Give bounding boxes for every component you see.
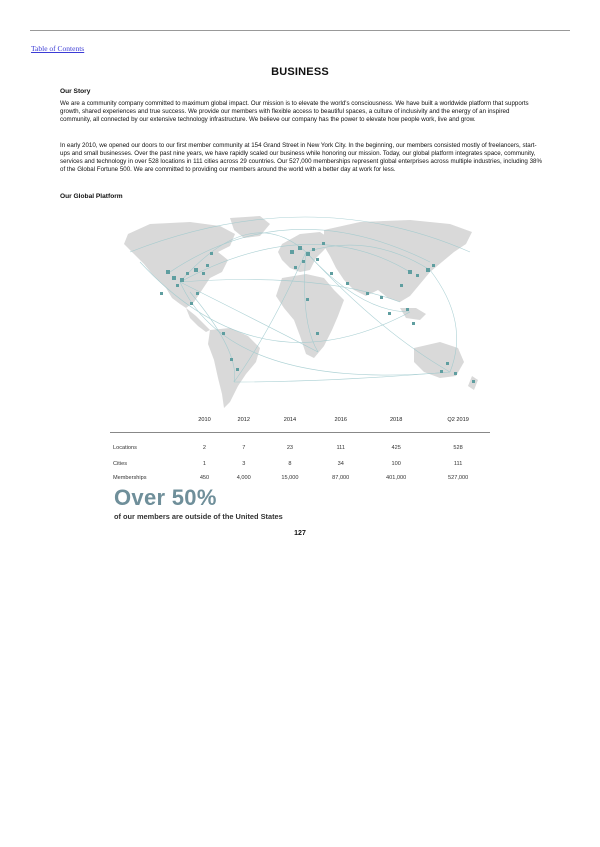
table-corner-cell — [110, 414, 186, 433]
table-row — [110, 457, 490, 471]
table-cell: 23 — [286, 445, 294, 451]
table-cell: 527,000 — [447, 475, 469, 481]
table-header-row — [110, 414, 490, 433]
row-label: Locations — [113, 445, 137, 451]
table-cell: 2 — [202, 445, 207, 451]
global-platform-map — [110, 212, 490, 412]
year-2010-header: 2010 — [198, 417, 211, 423]
year-2014-header: 2014 — [283, 417, 297, 423]
southeast-asia-islands — [400, 308, 426, 320]
table-row — [110, 433, 490, 458]
our-story-paragraph-1: We are a community company committed to maximum global impact. Our mission is to elevate the world's consciousness. We have built a worldwide platform that supports growth, shared experiences and true success. We provide our members with flexible access to beautiful spaces, a culture of inclusivity and the energy of an inspired community, all connected by our extensive technology infrastructure. We believe our company has the power to elevate how people work, live and grow. — [60, 100, 529, 124]
table-cell: 111 — [336, 445, 345, 451]
table-cell: 15,000 — [281, 475, 299, 481]
year-2012-header: 2012 — [237, 417, 250, 423]
africa-landmass — [276, 274, 344, 358]
table-cell: 34 — [337, 461, 344, 467]
our-story-heading: Our Story — [60, 88, 91, 95]
table-of-contents-link[interactable]: Table of Contents — [31, 44, 85, 53]
global-platform-heading: Our Global Platform — [60, 193, 123, 200]
table-cell: 87,000 — [332, 475, 350, 481]
table-cell: 7 — [242, 445, 246, 451]
north-america-landmass — [124, 222, 235, 308]
our-story-paragraph-2: In early 2010, we opened our doors to our first member community at 154 Grand Street in New York City. In the beginning, our members consisted mostly of freelancers, start-ups and small businesses. Over the past nine years, we have rapidly scaled our business while honoring our mission. Today, our global platform integrates space, community, services and technology in over 528 locations in 111 cities across 29 countries. Our 527,000 memberships represent global enterprises across multiple industries, including 38% of the Global Fortune 500. We are committed to providing our members around the world with a better day at work for less. — [60, 142, 542, 174]
row-label: Cities — [113, 461, 127, 467]
table-cell: 111 — [453, 461, 463, 467]
table-cell: 401,000 — [386, 475, 407, 481]
asia-landmass — [324, 220, 472, 302]
table-cell: 1 — [202, 461, 207, 467]
table-cell: 8 — [288, 461, 292, 467]
page-number: 127 — [294, 530, 306, 537]
table-cell: 100 — [391, 461, 401, 467]
year-q2-2019-header: Q2 2019 — [447, 417, 469, 423]
table-cell: 4,000 — [236, 475, 251, 481]
table-cell: 450 — [199, 475, 210, 481]
year-2018-header: 2018 — [389, 417, 403, 423]
callout-subtitle: of our members are outside of the United States — [114, 512, 283, 521]
table-cell: 528 — [453, 445, 463, 451]
year-2016-header: 2016 — [334, 417, 347, 423]
row-label: Memberships — [113, 475, 147, 481]
growth-table — [110, 414, 490, 485]
table-cell: 3 — [242, 461, 246, 467]
table-cell: 425 — [391, 445, 401, 451]
header-rule — [30, 30, 570, 31]
table-row — [110, 471, 490, 485]
page-title: BUSINESS — [271, 66, 329, 78]
over-50-percent-callout: Over 50% — [114, 485, 217, 510]
